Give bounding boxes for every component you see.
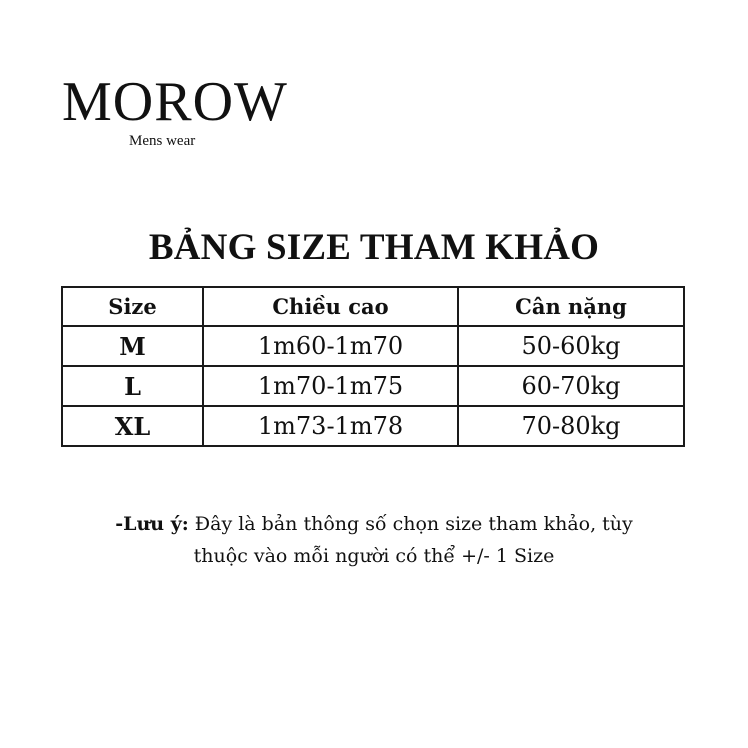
column-header-size: Size bbox=[62, 287, 203, 326]
size-cell: L bbox=[62, 366, 203, 406]
note-line-1 bbox=[0, 508, 748, 540]
column-header-height: Chiều cao bbox=[203, 287, 458, 326]
table-row bbox=[62, 406, 684, 446]
brand-logo bbox=[62, 71, 302, 149]
weight-cell: 60-70kg bbox=[458, 366, 684, 406]
note-text-2: thuộc vào mỗi người có thể +/- 1 Size bbox=[193, 545, 555, 567]
size-note bbox=[0, 508, 748, 572]
brand-tagline: Mens wear bbox=[129, 133, 196, 149]
size-cell: XL bbox=[62, 406, 203, 446]
weight-cell: 50-60kg bbox=[458, 326, 684, 366]
height-cell: 1m60-1m70 bbox=[203, 326, 458, 366]
weight-cell: 70-80kg bbox=[458, 406, 684, 446]
size-chart-title: BẢNG SIZE THAM KHẢO bbox=[148, 227, 600, 268]
brand-name: MOROW bbox=[62, 71, 288, 133]
note-text-1: Đây là bản thông số chọn size tham khảo, tùy bbox=[194, 513, 633, 535]
height-cell: 1m73-1m78 bbox=[203, 406, 458, 446]
table-row bbox=[62, 366, 684, 406]
size-chart-table bbox=[61, 286, 685, 447]
note-label: -Lưu ý: bbox=[115, 513, 189, 535]
table-row bbox=[62, 326, 684, 366]
size-cell: M bbox=[62, 326, 203, 366]
height-cell: 1m70-1m75 bbox=[203, 366, 458, 406]
column-header-weight: Cân nặng bbox=[458, 287, 684, 326]
table-header-row bbox=[62, 287, 684, 326]
